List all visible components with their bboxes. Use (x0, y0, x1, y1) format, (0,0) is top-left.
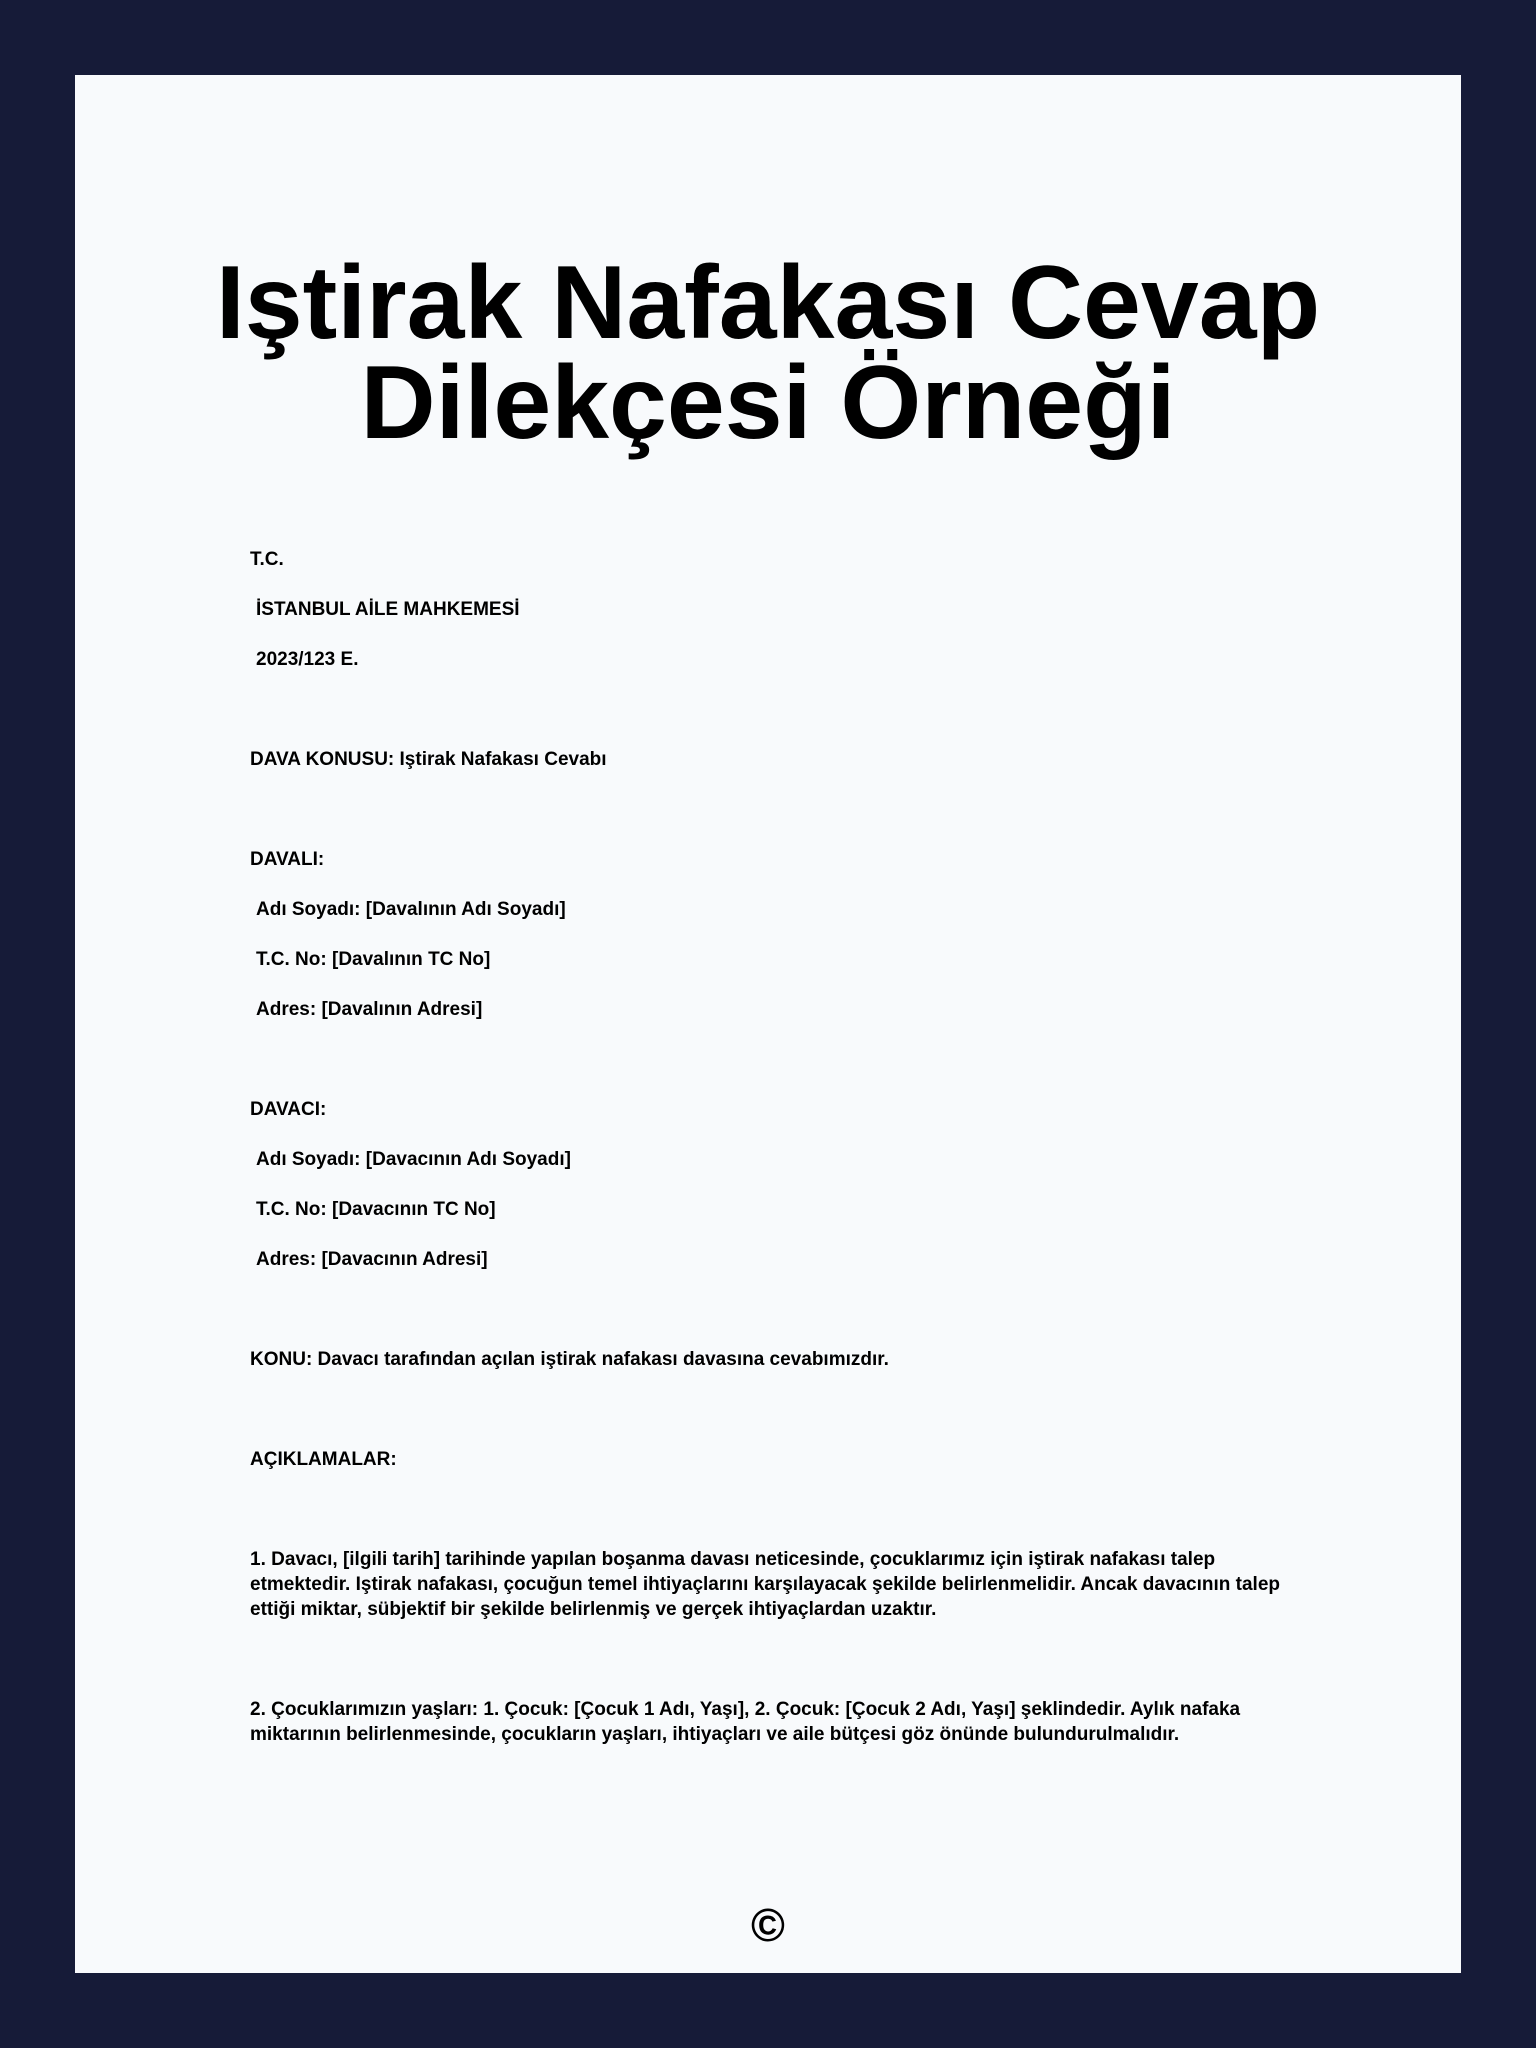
document-title: Iştirak Nafakası Cevap Dilekçesi Örneği (215, 245, 1321, 461)
konu: KONU: Davacı tarafından açılan iştirak nafakası davasına cevabımızdır. (250, 1349, 889, 1370)
dava-konusu: DAVA KONUSU: Iştirak Nafakası Cevabı (250, 749, 607, 770)
paragraph-1: 1. Davacı, [ilgili tarih] tarihinde yapılan boşanma davası neticesinde, çocuklarımız için iştirak nafakası talep etmektedir. Iştirak nafakası, çocuğun temel ihtiyaçlarını karşılayacak şekilde belirlenmelidir. Ancak davacının talep ettiği miktar, sübjektif bir şekilde belirlenmiş ve gerçek ihtiyaçlardan uzaktır. (250, 1549, 1280, 1620)
header-case-no: 2023/123 E. (256, 649, 359, 670)
document-page (75, 75, 1461, 1973)
aciklamalar-label: AÇIKLAMALAR: (250, 1449, 397, 1470)
davaci-address: Adres: [Davacının Adresi] (256, 1249, 488, 1270)
davaci-tc-no: T.C. No: [Davacının TC No] (256, 1199, 496, 1220)
copyright-icon: © (751, 1899, 785, 1951)
davaci-name: Adı Soyadı: [Davacının Adı Soyadı] (256, 1149, 571, 1170)
header-tc: T.C. (250, 549, 284, 570)
davali-name: Adı Soyadı: [Davalının Adı Soyadı] (256, 899, 566, 920)
davali-tc-no: T.C. No: [Davalının TC No] (256, 949, 491, 970)
davaci-label: DAVACI: (250, 1099, 327, 1120)
davali-address: Adres: [Davalının Adresi] (256, 999, 483, 1020)
paragraph-2: 2. Çocuklarımızın yaşları: 1. Çocuk: [Çocuk 1 Adı, Yaşı], 2. Çocuk: [Çocuk 2 Adı, Yaşı] şeklindedir. Aylık nafaka miktarının belirlenmesinde, çocukların yaşları, ihtiyaçları ve aile bütçesi göz önünde bulundurulmalıdır. (250, 1699, 1241, 1745)
davali-label: DAVALI: (250, 849, 325, 870)
header-court: İSTANBUL AİLE MAHKEMESİ (256, 599, 520, 620)
